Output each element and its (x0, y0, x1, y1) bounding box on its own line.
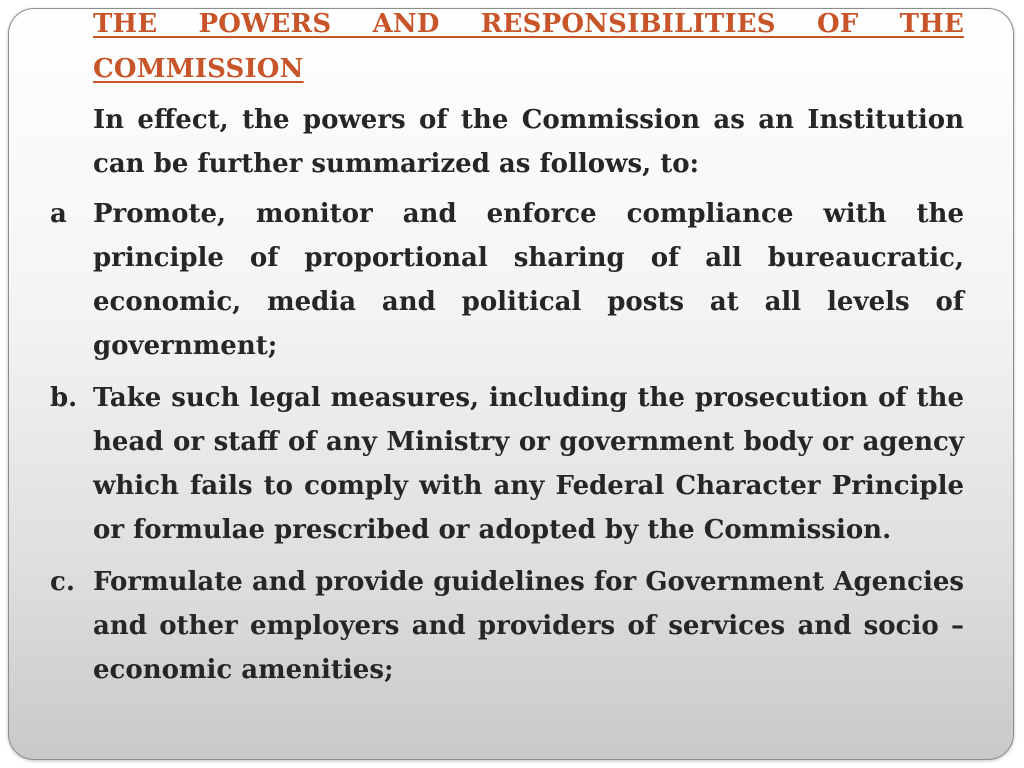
list-item-text: Formulate and provide guidelines for Government Agencies and other employers and providers of services and socio – economic amenities; (93, 567, 964, 685)
list-marker: c. (50, 567, 75, 597)
list-item-text: Promote, monitor and enforce compliance with the principle of proportional sharing of all bureaucratic, economic, media and political posts at all levels of government; (93, 199, 964, 361)
list-item (50, 376, 964, 552)
list-item (50, 560, 964, 692)
powers-list (50, 192, 964, 692)
slide-title: THE POWERS AND RESPONSIBILITIES OF THE COMMISSION (93, 9, 964, 84)
intro-paragraph: In effect, the powers of the Commission as an Institution can be further summarized as follows, to: (93, 105, 964, 179)
list-item (50, 192, 964, 368)
list-item-text: Take such legal measures, including the prosecution of the head or staff of any Ministry or government body or agency which fails to comply with any Federal Character Principle or formulae prescribed or adopted by the Commission. (93, 383, 964, 545)
list-marker: a (50, 199, 67, 229)
slide-content (50, 2, 964, 700)
list-marker: b. (50, 383, 78, 413)
